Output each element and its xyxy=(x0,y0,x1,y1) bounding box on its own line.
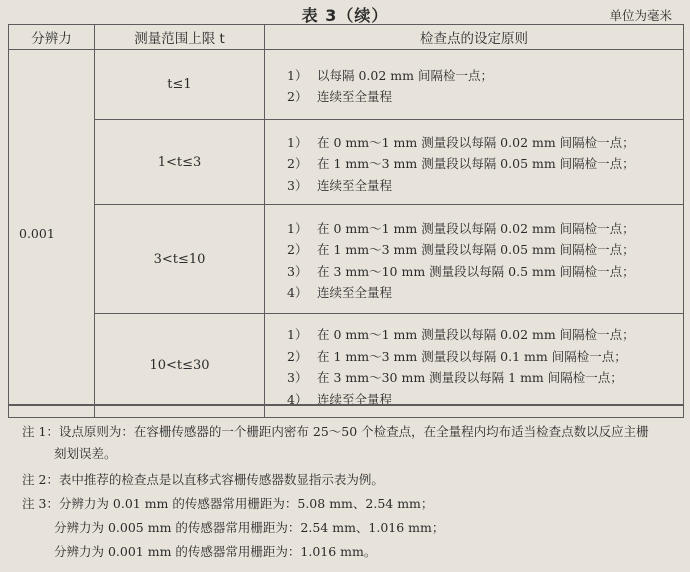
note-3-line-2: 分辨力为 0.005 mm 的传感器常用栅距为：2.54 mm、1.016 mm； xyxy=(54,520,445,535)
table-header-row xyxy=(9,25,684,50)
column-header-principle: 检查点的设定原则 xyxy=(265,25,684,50)
point-item: 4） 连续至全量程 xyxy=(287,391,393,407)
points-cell xyxy=(265,120,684,205)
table-row xyxy=(9,120,684,205)
point-item: 3） 连续至全量程 xyxy=(287,177,393,193)
resolution-cell: 0.001 xyxy=(9,50,95,418)
range-cell: 3<t≤10 xyxy=(95,205,265,314)
point-item: 2） 连续至全量程 xyxy=(287,89,393,105)
point-item: 1） 在 0 mm～1 mm 测量段以每隔 0.02 mm 间隔检一点； xyxy=(287,327,635,343)
points-cell xyxy=(265,50,684,120)
point-item: 3） 在 3 mm～10 mm 测量段以每隔 0.5 mm 间隔检一点； xyxy=(287,263,635,279)
point-item: 2） 在 1 mm～3 mm 测量段以每隔 0.05 mm 间隔检一点； xyxy=(287,242,635,258)
note-3: 注 3：分辨力为 0.01 mm 的传感器常用栅距为：5.08 mm、2.54 mm； xyxy=(22,496,434,511)
note-1: 注 1：设点原则为：在容栅传感器的一个栅距内密布 25～50 个检查点，在全量程内均布适当检查点数以反应主栅 xyxy=(22,424,649,439)
column-header-range: 测量范围上限 t xyxy=(95,25,265,50)
note-3-line-3: 分辨力为 0.001 mm 的传感器常用栅距为：1.016 mm。 xyxy=(54,544,377,559)
note-2: 注 2：表中推荐的检查点是以直移式容栅传感器数显指示表为例。 xyxy=(22,472,384,487)
point-item: 2） 在 1 mm～3 mm 测量段以每隔 0.05 mm 间隔检一点； xyxy=(287,156,635,171)
column-header-resolution: 分辨力 xyxy=(9,25,95,50)
points-cell xyxy=(265,205,684,314)
range-cell: 10<t≤30 xyxy=(95,314,265,418)
point-item: 1） 以每隔 0.02 mm 间隔检一点； xyxy=(287,67,493,83)
table-title: 表 3（续） xyxy=(301,6,389,25)
range-cell: 1<t≤3 xyxy=(95,120,265,205)
notes-section xyxy=(8,404,684,570)
point-item: 1） 在 0 mm～1 mm 测量段以每隔 0.02 mm 间隔检一点； xyxy=(287,220,635,236)
range-cell: t≤1 xyxy=(95,50,265,120)
unit-label: 单位为毫米 xyxy=(609,8,672,23)
checkpoint-table xyxy=(8,24,684,418)
point-item: 2） 在 1 mm～3 mm 测量段以每隔 0.1 mm 间隔检一点； xyxy=(287,348,627,364)
note-1-continuation: 刻划误差。 xyxy=(54,446,117,461)
point-item: 3） 在 3 mm～30 mm 测量段以每隔 1 mm 间隔检一点； xyxy=(287,370,623,386)
point-item: 4） 连续至全量程 xyxy=(287,285,393,301)
table-row xyxy=(9,50,684,120)
table-row xyxy=(9,205,684,314)
points-cell xyxy=(265,314,684,418)
table-row xyxy=(9,314,684,418)
point-item: 1） 在 0 mm～1 mm 测量段以每隔 0.02 mm 间隔检一点； xyxy=(287,134,635,150)
